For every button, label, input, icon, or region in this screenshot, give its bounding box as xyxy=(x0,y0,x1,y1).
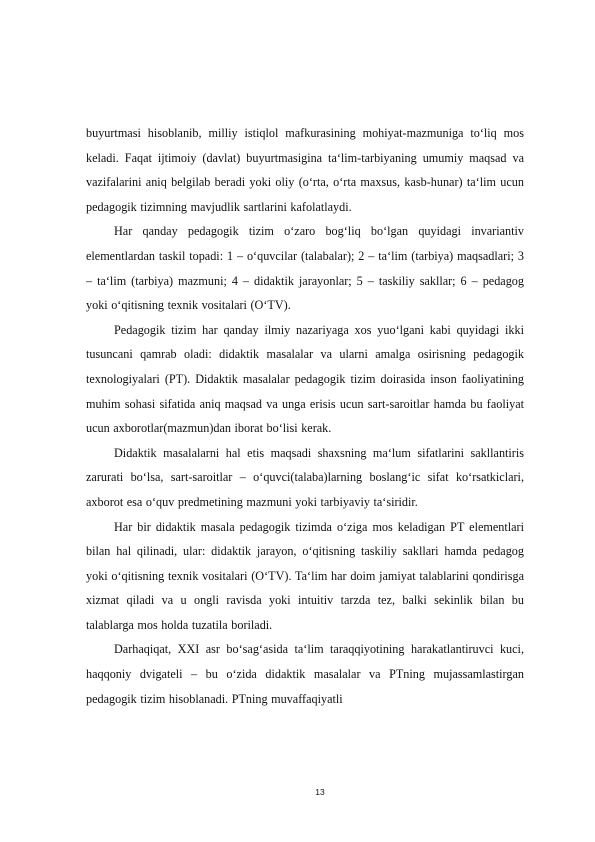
paragraph-1: buyurtmasi hisoblanib, milliy istiqlol mafkurasining mohiyat-mazmuniga to‘liq mos keladi. Faqat ijtimoiy (davlat) buyurtmasigina ta‘lim-tarbiyaning umumiy maqsad va vazifalarini aniq belgilab beradi yoki oliy (o‘rta, o‘rta maxsus, kasb-hunar) ta‘lim ucun pedagogik tizimning mavjudlik sartlarini kafolatlaydi. xyxy=(86,126,524,214)
page-number: 13 xyxy=(315,787,325,797)
paragraph-2: Har qanday pedagogik tizim o‘zaro bog‘liq bo‘lgan quyidagi invariantiv elementlardan taskil topadi: 1 – o‘quvcilar (talabalar); 2 – ta‘lim (tarbiya) maqsadlari; 3 – ta‘lim (tarbiya) mazmuni; 4 – didaktik jarayonlar; 5 – taskiliy sakllar; 6 – pedagog yoki o‘qitisning texnik vositalari (O‘TV). xyxy=(86,224,524,313)
body-text xyxy=(86,121,524,711)
paragraph-6: Darhaqiqat, XXI asr bo‘sag‘asida ta‘lim taraqqiyotining harakatlantiruvci kuci, haqqoniy dvigateli – bu o‘zida didaktik masalalar va PTning mujassamlastirgan pedagogik tizim hisoblanadi. PTning muvaffaqiyatli xyxy=(86,642,524,706)
paragraph-3: Pedagogik tizim har qanday ilmiy nazariyaga xos yuo‘lgani kabi quyidagi ikki tusuncani qamrab oladi: didaktik masalalar va ularni amalga osirisning pedagogik texnologiyalari (PT). Didaktik masalalar pedagogik tizim doirasida inson faoliyatining muhim sohasi sifatida aniq maqsad va unga erisis ucun sart-saroitlar hamda bu faoliyat ucun axborotlar(mazmun)dan iborat bo‘lisi kerak. xyxy=(86,322,524,436)
paragraph-5: Har bir didaktik masala pedagogik tizimda o‘ziga mos keladigan PT elementlari bilan hal qilinadi, ular: didaktik jarayon, o‘qitisning taskiliy sakllari hamda pedagog yoki o‘qitisning texnik vositalari (O‘TV). Ta‘lim har doim jamiyat talablarini qondirisga xizmat qiladi va u ongli ravisda yoki intuitiv tarzda tez, balki sekinlik bilan bu talablarga mos holda tuzatila boriladi. xyxy=(86,519,524,632)
paragraph-4: Didaktik masalalarni hal etis maqsadi shaxsning ma‘lum sifatlarini sakllantiris zarurati bo‘lsa, sart-saroitlar – o‘quvci(talaba)larning boslang‘ic sifat ko‘rsatkiclari, axborot esa o‘quv predmetining mazmuni yoki tarbiyaviy ta‘siridir. xyxy=(86,445,524,509)
